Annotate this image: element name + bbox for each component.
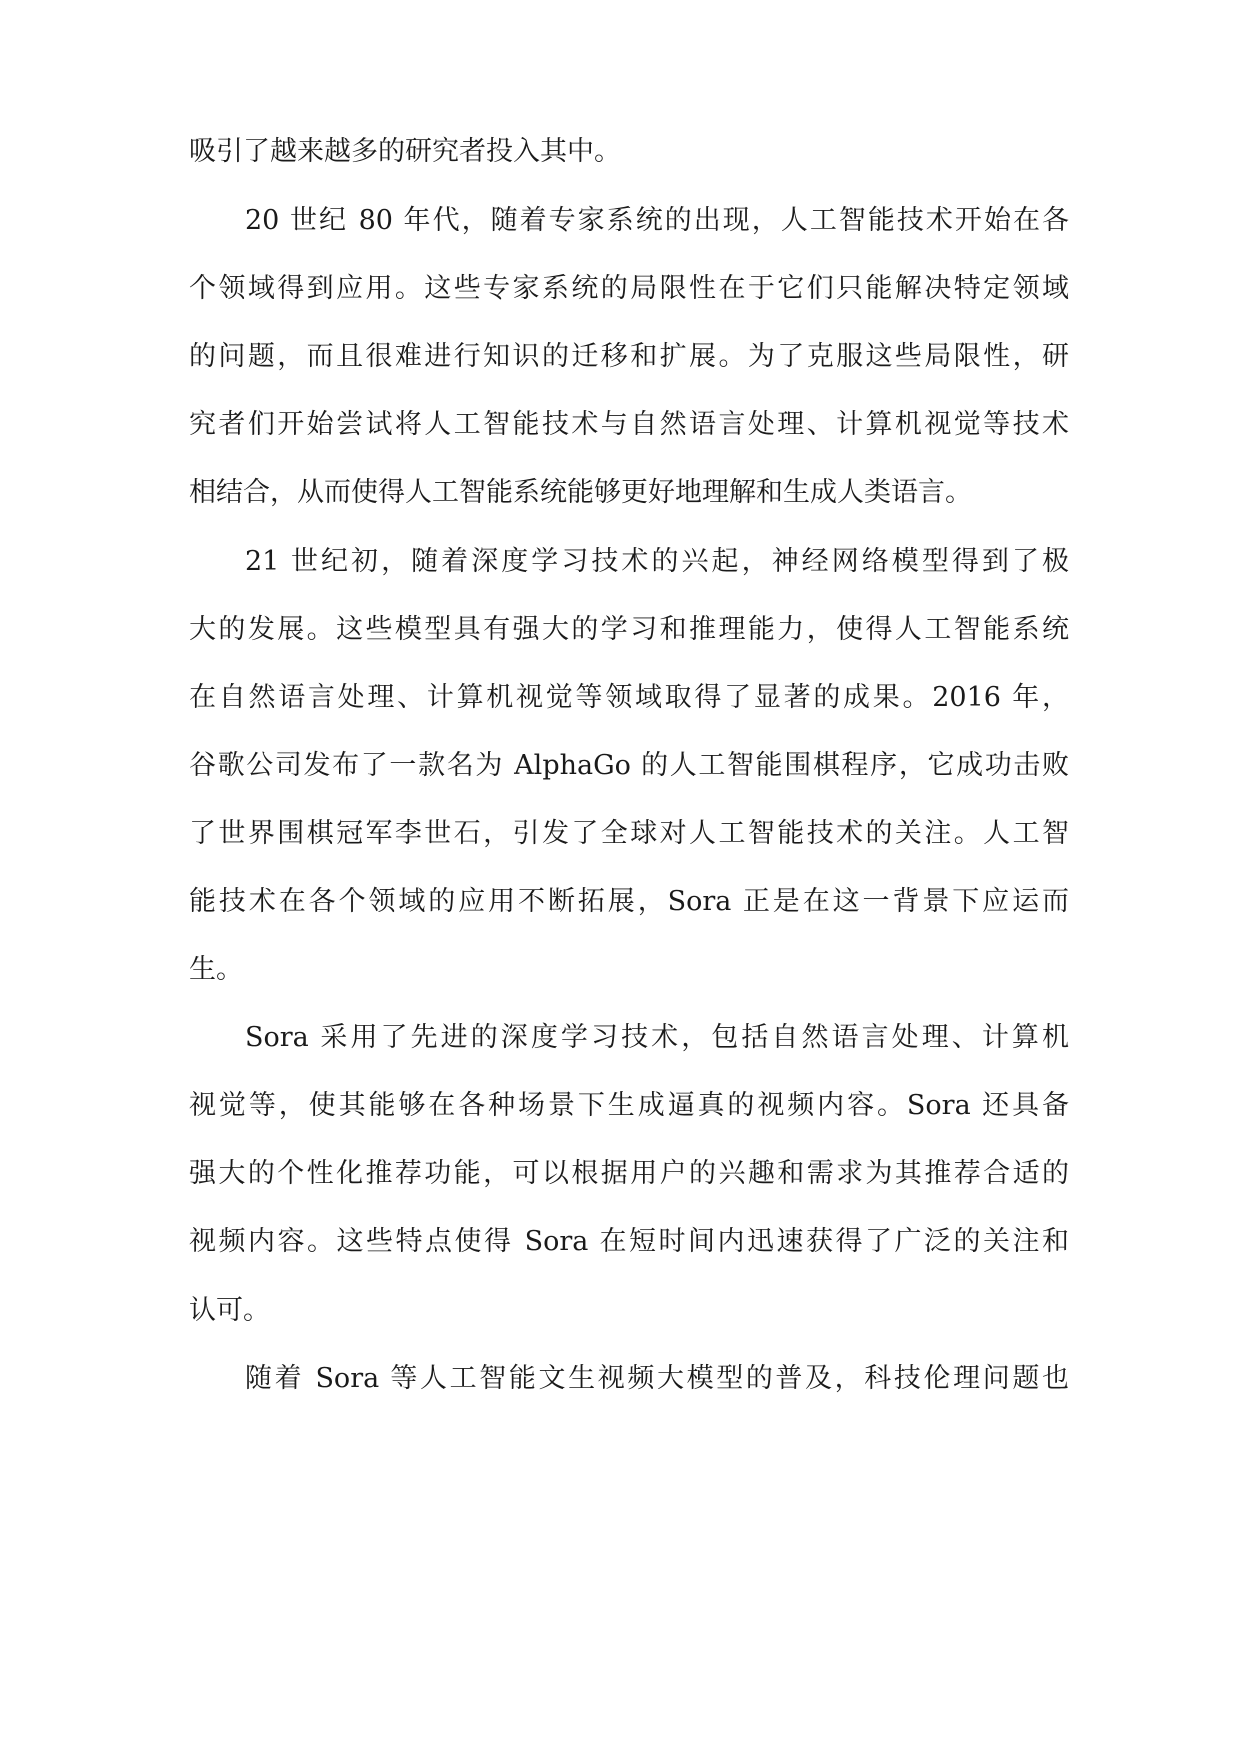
text-line: 20 世纪 80 年代，随着专家系统的出现，人工智能技术开始在各 [245, 205, 1069, 236]
text-line: 生。 [189, 954, 243, 985]
text-line: 强大的个性化推荐功能，可以根据用户的兴趣和需求为其推荐合适的 [189, 1158, 1069, 1189]
text-line: 在自然语言处理、计算机视觉等领域取得了显著的成果。2016 年， [189, 682, 1069, 713]
text-line: 相结合，从而使得人工智能系统能够更好地理解和生成人类语言。 [189, 477, 972, 508]
text-line: 大的发展。这些模型具有强大的学习和推理能力，使得人工智能系统 [189, 614, 1069, 645]
text-line: 个领域得到应用。这些专家系统的局限性在于它们只能解决特定领域 [189, 273, 1069, 304]
text-line: 随着 Sora 等人工智能文生视频大模型的普及，科技伦理问题也 [245, 1363, 1069, 1394]
text-line: 的问题，而且很难进行知识的迁移和扩展。为了克服这些局限性，研 [189, 341, 1069, 372]
text-line: 吸引了越来越多的研究者投入其中。 [189, 136, 621, 167]
text-line: 究者们开始尝试将人工智能技术与自然语言处理、计算机视觉等技术 [189, 409, 1069, 440]
text-line: 能技术在各个领域的应用不断拓展，Sora 正是在这一背景下应运而 [189, 886, 1069, 917]
text-line: 视觉等，使其能够在各种场景下生成逼真的视频内容。Sora 还具备 [189, 1090, 1069, 1121]
text-line: Sora 采用了先进的深度学习技术，包括自然语言处理、计算机 [245, 1022, 1069, 1053]
text-line: 视频内容。这些特点使得 Sora 在短时间内迅速获得了广泛的关注和 [189, 1226, 1069, 1257]
text-line: 认可。 [189, 1295, 270, 1326]
text-line: 21 世纪初，随着深度学习技术的兴起，神经网络模型得到了极 [245, 546, 1069, 577]
text-line: 了世界围棋冠军李世石，引发了全球对人工智能技术的关注。人工智 [189, 818, 1069, 849]
text-line: 谷歌公司发布了一款名为 AlphaGo 的人工智能围棋程序，它成功击败 [189, 750, 1069, 781]
